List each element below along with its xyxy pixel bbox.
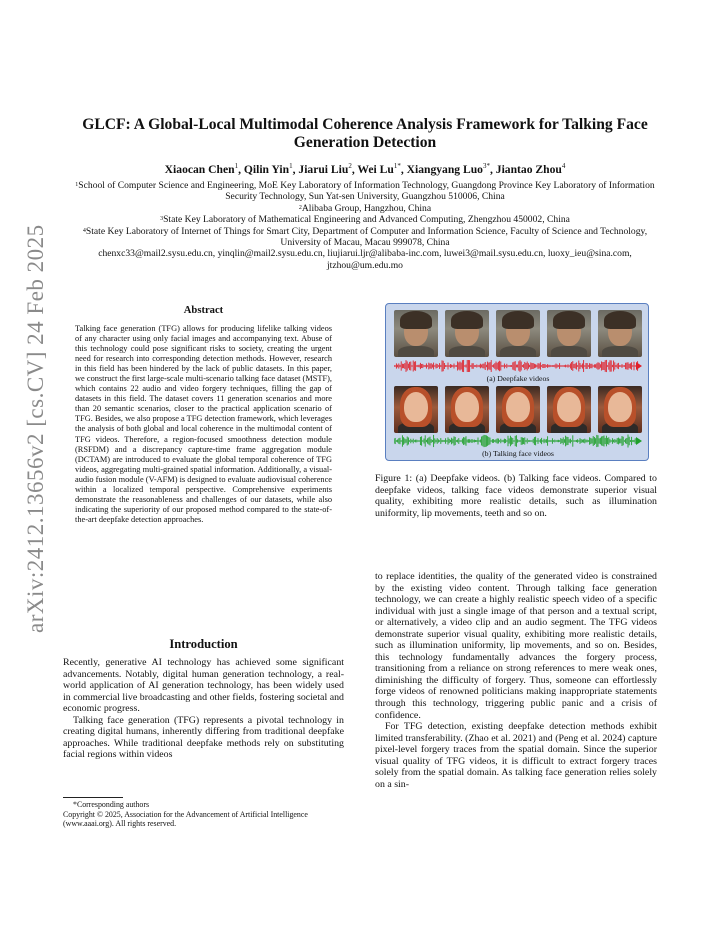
- talking-face-frame-image: [394, 386, 438, 433]
- talking-face-frame-image: [598, 386, 642, 433]
- copyright-notice: Copyright © 2025, Association for the Advancement of Artificial Intelligence (www.aaai.org). All rights reserved.: [63, 809, 308, 829]
- corresponding-authors-note: *Corresponding authors: [73, 800, 150, 809]
- affiliation-3: $^3$State Key Laboratory of Mathematical Engineering and Advanced Computing, Zhengzhou 450002, China: [160, 214, 570, 226]
- abstract-text: Talking face generation (TFG) allows for producing lifelike talking videos of any character using only facial images and accompanying text. Abuse of this technology could pose significant risks to society, creating the urgent need for research into corresponding detection methods. However, research in this field has been hindered by the lack of public datasets. In this paper, we construct the first large-scale multi-scenario talking face dataset (MSTF), which contains 22 audio and video forgery techniques, filling the gap of datasets in this field. The dataset covers 11 generation scenarios and more than 20 semantic scenarios, closer to the practical application scenario of TFG. Besides, we also propose a TFG detection framework, which leverages the analysis of both global and local coherence in the multimodal content of TFG videos. Therefore, a region-focused smoothness detection module (RSFDM) and a discrepancy capture-time frame aggregation module (DCTAM) are introduced to evaluate the global temporal coherence of TFG videos, aggregating multi-grained spatial information. Additionally, a visual-audio fusion module (V-AFM) is designed to evaluate audiovisual coherence within a localized temporal perspective. Comprehensive experiments demonstrate the reasonableness and challenges of our datasets, while also indicating the superiority of our proposed method compared to the state-of-the-art deepfake detection approaches.: [75, 324, 332, 524]
- paper-title: GLCF: A Global-Local Multimodal Coherence Analysis Framework for Talking Face Generation Detection: [82, 116, 648, 151]
- talking-face-audio-waveform: [394, 434, 642, 448]
- affiliation-1: $^1$School of Computer Science and Engineering, MoE Key Laboratory of Information Technology, Guangdong Province Key Laboratory of Information Security Technology, Sun Yat-sen University, Guangzhou 510006, China: [75, 180, 655, 203]
- right-paragraph-2: For TFG detection, existing deepfake detection methods exhibit limited transferability. (Zhao et al. 2021) and (Peng et al. 2024) capture pixel-level forgery traces from the spatial domain. Since the superior visual quality of TFG videos, it is difficult to extract forgery traces solely from the spatial domain. As talking face generation relies solely on a sin-: [375, 721, 657, 790]
- subfigure-b-label: (b) Talking face videos: [482, 449, 554, 458]
- author: Xiaocan Chen$^1$: [164, 162, 239, 176]
- author: Xiangyang Luo$^{3*}$: [406, 162, 490, 176]
- intro-paragraph-1: Recently, generative AI technology has achieved some significant advancements. Notably, digital human generation technology, a real-world application of AI generation technology, has been widely used in commercial live broadcasting and other fields, fostering societal and economic progress.: [63, 657, 344, 715]
- figure-caption: Figure 1: (a) Deepfake videos. (b) Talking face videos. Compared to deepfake videos, talking face videos demonstrate superior visual quality, exhibiting more realistic details, such as illumination uniformity, lip movements, teeth and so on.: [375, 473, 657, 519]
- right-column-text: [375, 571, 657, 790]
- footnote: [63, 800, 344, 829]
- introduction-text: [63, 657, 344, 761]
- abstract-heading: Abstract: [183, 305, 224, 316]
- subfigure-a-label: (a) Deepfake videos: [486, 374, 550, 383]
- deepfake-frame-image: [445, 310, 489, 357]
- author: Wei $Lu^{1*}$: [357, 162, 401, 176]
- author: Jiarui Liu$^2$: [298, 162, 352, 176]
- arxiv-id-text: arXiv:2412.13656v2 [cs.CV] 24 Feb 2025: [23, 224, 48, 633]
- deepfake-frame-image: [598, 310, 642, 357]
- author: Jiantao Zhou$^4$: [495, 162, 566, 176]
- author-list: Xiaocan Chen$^1$, Qilin Yin$^1$, Jiarui Liu$^2$, Wei $Lu^{1*}$, Xiangyang Luo$^{3*}$, Jiantao Zhou$^4$: [164, 162, 566, 176]
- affiliations: [64, 180, 666, 271]
- footnote-divider: [63, 797, 123, 798]
- deepfake-frame-image: [547, 310, 591, 357]
- deepfake-frame-image: [496, 310, 540, 357]
- introduction-heading: Introduction: [169, 637, 238, 651]
- figure-1: [385, 303, 649, 461]
- talking-face-frames: [394, 386, 642, 433]
- right-paragraph-1: to replace identities, the quality of the generated video is constrained by the existing video content. Through talking face generation technology, we can create a highly realistic speech video of a specific individual with just a single image of that person and a textual script, or alternatively, a video clip and an audio segment. The TFG videos demonstrate superior visual quality, exhibiting more realistic details, such as illumination uniformity, lip movements, and so on. Besides, this technology fundamentally advances the forgery process, transitioning from a reliance on strong references to mere weak ones, diminishing the difficulty of forgery. Thus, someone can effortlessly forge videos of renowned politicians making inappropriate statements through this technology, triggering public panic and a crisis of confidence.: [375, 571, 657, 721]
- deepfake-frames: [394, 310, 642, 357]
- author-emails: chenxc33@mail2.sysu.edu.cn, yinqlin@mail2.sysu.edu.cn, liujiarui.ljr@alibaba-inc.com, luwei3@mail.sysu.edu.cn, luoxy_ieu@sina.com, jtzhou@um.edu.mo: [98, 248, 632, 271]
- affiliation-4: $^4$State Key Laboratory of Internet of Things for Smart City, Department of Computer and Information Science, Faculty of Science and Technology, University of Macau, Macau 999078, China: [82, 225, 648, 249]
- affiliation-2: $^2$Alibaba Group, Hangzhou, China: [298, 202, 432, 214]
- deepfake-audio-waveform: [394, 359, 642, 373]
- talking-face-frame-image: [445, 386, 489, 433]
- author: Qilin Yin$^1$: [243, 162, 293, 176]
- deepfake-frame-image: [394, 310, 438, 357]
- talking-face-frame-image: [496, 386, 540, 433]
- talking-face-frame-image: [547, 386, 591, 433]
- intro-paragraph-2: Talking face generation (TFG) represents a pivotal technology in creating digital humans, inherently differing from traditional deepfake approaches. While traditional deepfake methods rely on substituting facial regions within videos: [63, 714, 344, 761]
- arxiv-identifier: [8, 0, 48, 932]
